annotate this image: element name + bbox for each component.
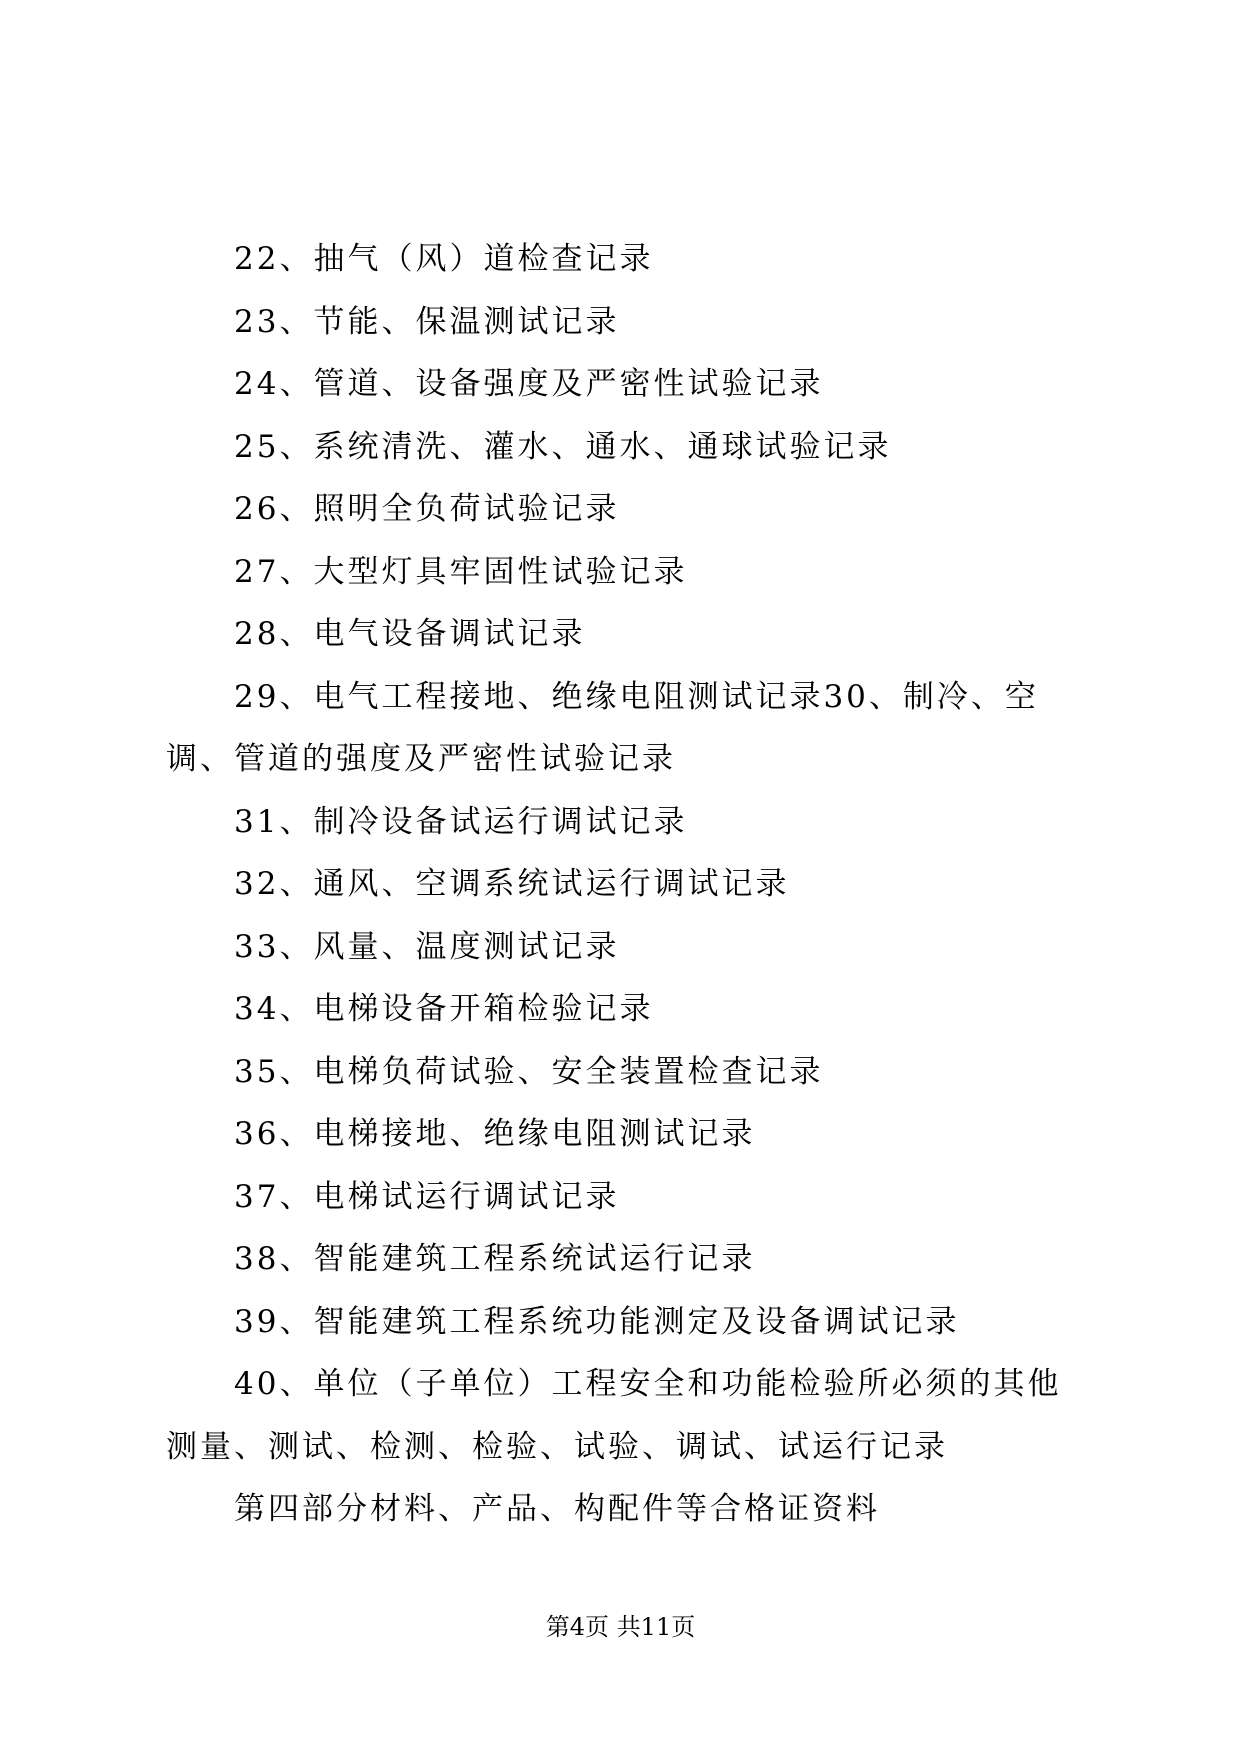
paragraph-38: 38、智能建筑工程系统试运行记录	[234, 1241, 756, 1277]
paragraph-25: 25、系统清洗、灌水、通水、通球试验记录	[234, 428, 892, 465]
paragraph-22: 22、抽气（风）道检查记录	[234, 241, 654, 277]
paragraph-37: 37、电梯试运行调试记录	[234, 1178, 620, 1215]
paragraph-27: 27、大型灯具牢固性试验记录	[234, 553, 688, 590]
paragraph-40: 40、单位（子单位）工程安全和功能检验所必须的其他测量、测试、检测、检验、试验、调试、试运行记录	[166, 1366, 1062, 1465]
paragraph-23: 23、节能、保温测试记录	[234, 303, 620, 340]
paragraph-32: 32、通风、空调系统试运行调试记录	[234, 866, 790, 902]
page-number-label: 第4页 共11页	[545, 1613, 696, 1641]
paragraph-26: 26、照明全负荷试验记录	[234, 491, 620, 527]
paragraph-36: 36、电梯接地、绝缘电阻测试记录	[234, 1116, 756, 1152]
paragraph-31: 31、制冷设备试运行调试记录	[234, 803, 688, 840]
section-heading-part-four: 第四部分材料、产品、构配件等合格证资料	[234, 1491, 880, 1527]
paragraph-34: 34、电梯设备开箱检验记录	[234, 991, 654, 1027]
paragraph-28: 28、电气设备调试记录	[234, 616, 586, 652]
document-body	[166, 228, 1086, 1541]
paragraph-35: 35、电梯负荷试验、安全装置检查记录	[234, 1053, 824, 1090]
paragraph-33: 33、风量、温度测试记录	[234, 928, 620, 965]
paragraph-39: 39、智能建筑工程系统功能测定及设备调试记录	[234, 1303, 960, 1340]
paragraph-24: 24、管道、设备强度及严密性试验记录	[234, 366, 824, 402]
page-footer	[0, 1612, 1241, 1642]
paragraph-29-30: 29、电气工程接地、绝缘电阻测试记录30、制冷、空调、管道的强度及严密性试验记录	[166, 678, 1039, 777]
